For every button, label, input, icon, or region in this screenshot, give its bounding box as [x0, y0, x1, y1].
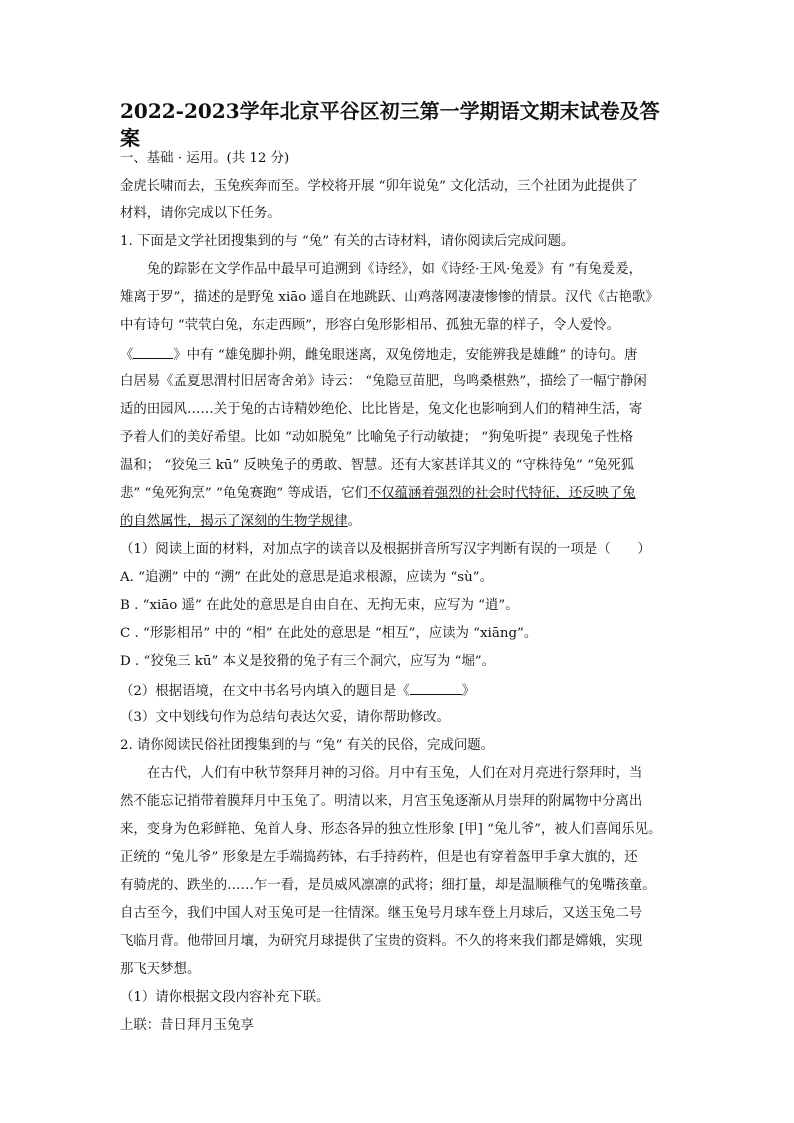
answer-blank[interactable] — [410, 681, 462, 695]
q1-paragraph-line-1: 兔的踪影在文学作品中最早可追溯到《诗经》，如《诗经·王风·兔爰》有 “有兔爰爰， — [147, 262, 642, 277]
question-1-stem: 1. 下面是文学社团搜集到的与 “兔” 有关的古诗材料，请你阅读后完成问题。 — [120, 234, 575, 249]
q1-paragraph-line-2: 雉离于罗”，描述的是野兔 xiāo 遥自在地跳跃、山鸡落网凄凄惨惨的情景。汉代《古艳歌》 — [120, 290, 659, 305]
q2-paragraph-line-2: 然不能忘记捎带着膜拜月中玉兔了。明清以来，月宫玉兔逐渐从月崇拜的附属物中分离出 — [120, 794, 643, 809]
q1-paragraph-line-5: 白居易《孟夏思渭村旧居寄舍弟》诗云： “兔隐豆苗肥，鸟鸣桑椹熟”，描绘了一幅宁静闲 — [120, 374, 647, 389]
section-heading: 一、基础 · 运用。(共 12 分) — [120, 151, 290, 166]
title-line-2: 案 — [120, 126, 140, 150]
intro-line-1: 金虎长啸而去，玉兔疾奔而至。学校将开展 “卯年说兔” 文化活动，三个社团为此提供了 — [120, 179, 638, 194]
q1-paragraph-line-7: 予着人们的美好希望。比如 “动如脱兔” 比喻兔子行动敏捷； “狗兔听提” 表现兔子性格 — [120, 430, 634, 445]
book-title-open: 《 — [120, 348, 134, 363]
book-title-blank[interactable] — [133, 345, 173, 359]
title-line-1: 2022-2023学年北京平谷区初三第一学期语文期末试卷及答 — [120, 99, 660, 123]
q1-paragraph-line-9-text: 悲” “兔死狗烹” “龟兔赛跑” 等成语，它们 — [120, 486, 368, 501]
option-a: A. “追溯” 中的 “溯” 在此处的意思是追求根源，应读为 “sù”。 — [120, 570, 493, 585]
option-c: C . “形影相吊” 中的 “相” 在此处的意思是 “相互”，应读为 “xiāng”。 — [120, 626, 538, 641]
q1-paragraph-line-4-text: 》中有 “雄兔脚扑朔，雌兔眼迷离，双兔傍地走，安能辨我是雄雌” 的诗句。唐 — [173, 348, 638, 363]
document-title — [120, 98, 680, 152]
q2-paragraph-line-3: 来，变身为色彩鲜艳、兔首人身、形态各异的独立性形象 [甲] “兔儿爷”，被人们喜闻乐见。 — [120, 822, 662, 837]
q1-paragraph-line-4 — [120, 345, 637, 365]
couplet-first-line: 上联：昔日拜月玉兔享 — [120, 1018, 254, 1033]
intro-line-2: 材料，请你完成以下任务。 — [120, 206, 281, 221]
q1-paragraph-line-10 — [120, 513, 361, 531]
q2-sub-question-1: （1）请你根据文段内容补充下联。 — [120, 990, 330, 1005]
q2-paragraph-line-6: 自古至今，我们中国人对玉兔可是一往情深。继玉兔号月球车登上月球后，又送玉兔二号 — [120, 906, 643, 921]
option-b: B . “xiāo 遥” 在此处的意思是自由自在、无拘无束，应写为 “逍”。 — [120, 598, 519, 613]
q2-paragraph-line-1: 在古代，人们有中秋节祭拜月神的习俗。月中有玉兔，人们在对月亮进行祭拜时，当 — [147, 766, 643, 781]
q1-paragraph-line-6: 适的田园风……关于兔的古诗精妙绝伦、比比皆是，兔文化也影响到人们的精神生活，寄 — [120, 402, 643, 417]
underlined-sentence-part-2: 的自然属性，揭示了深刻的生物学规律 — [120, 514, 348, 529]
underlined-sentence-part-1: 不仅蕴涵着强烈的社会时代特征，还反映了兔 — [367, 486, 636, 501]
q2-paragraph-line-4: 正统的 “兔儿爷” 形象是左手端捣药钵，右手持药杵，但是也有穿着盔甲手拿大旗的，还 — [120, 850, 638, 865]
question-2-stem: 2. 请你阅读民俗社团搜集到的与 “兔” 有关的民俗，完成问题。 — [120, 738, 495, 753]
q2-paragraph-line-7: 飞临月背。他带回月壤，为研究月球提供了宝贵的资料。不久的将来我们都是嫦娥，实现 — [120, 934, 643, 949]
q2-paragraph-line-5: 有骑虎的、跌坐的……乍一看，是员威风凛凛的武将；细打量，却是温顺稚气的兔嘴孩童。 — [120, 878, 656, 893]
q1-sub-question-2-text: （2）根据语境，在文中书名号内填入的题目是《 — [120, 684, 410, 699]
q1-paragraph-line-8: 温和； “狡兔三 kū” 反映兔子的勇敢、智慧。还有大家甚详其义的 “守株待兔” “兔死狐 — [120, 458, 635, 473]
q1-paragraph-line-3: 中有诗句 “茕茕白兔，东走西顾”，形容白兔形影相吊、孤独无靠的样子，令人爱怜。 — [120, 318, 621, 333]
q1-sub-question-2 — [120, 681, 475, 701]
q1-sub-question-1: （1）阅读上面的材料，对加点字的读音以及根据拼音所写汉字判断有误的一项是（ ） — [120, 542, 651, 557]
q2-paragraph-line-8: 那飞天梦想。 — [120, 962, 201, 977]
q1-sub-question-3: （3）文中划线句作为总结句表达欠妥，请你帮助修改。 — [120, 710, 450, 725]
book-title-close: 》 — [461, 684, 476, 699]
sentence-end: 。 — [347, 514, 362, 529]
q1-paragraph-line-9 — [120, 485, 636, 503]
option-d: D . “狡兔三 kū” 本义是狡猾的兔子有三个洞穴，应写为 “堀”。 — [120, 654, 495, 669]
